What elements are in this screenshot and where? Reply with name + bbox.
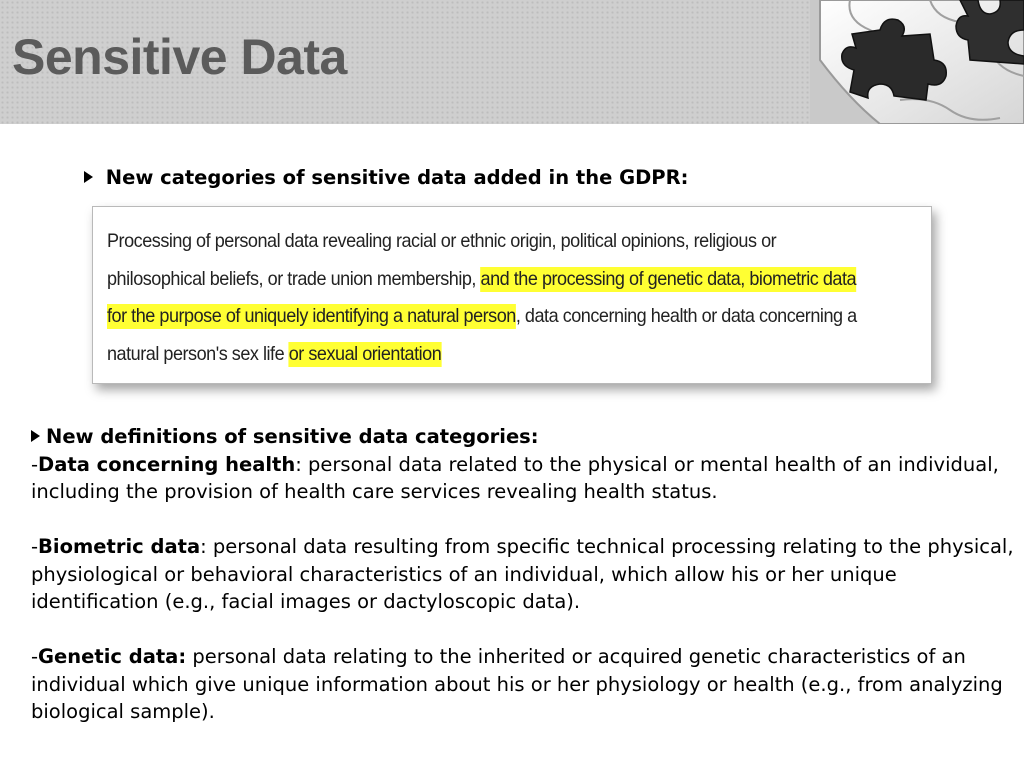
bullet-heading-text: New definitions of sensitive data categories: — [46, 425, 539, 448]
gdpr-quote-text — [107, 223, 878, 373]
definition-genetic — [31, 643, 1021, 726]
definition-biometric — [31, 533, 1021, 616]
arrow-bullet-icon — [31, 430, 40, 442]
quote-highlight: or sexual orientation — [288, 343, 442, 365]
quote-segment: , data concerning health or data concerning a natural person's sex life — [107, 306, 857, 365]
bullet-heading-new-definitions — [31, 423, 1021, 451]
definition-term: Genetic data: — [38, 645, 187, 668]
gdpr-quote-image — [92, 206, 932, 384]
puzzle-pieces-icon — [810, 0, 1024, 124]
definition-dash: - — [31, 452, 39, 476]
arrow-bullet-icon — [84, 171, 93, 183]
definition-text: personal data relating to the inherited or acquired genetic characteristics of an individual which give unique information about his or her physiology or health (e.g., from analyzing biological sample). — [31, 645, 1003, 723]
bullet-heading-text: New categories of sensitive data added in the GDPR: — [105, 166, 689, 189]
definition-text: : personal data resulting from specific technical processing relating to the physical, physiological or behavioral characteristics of an individual, which allow his or her unique identification (e.g., facial images or dactyloscopic data). — [31, 535, 1014, 613]
definition-health — [31, 451, 1021, 506]
quote-highlight: and the processing of genetic data, biometric data for the purpose of uniquely identifying a natural person — [107, 268, 857, 327]
definition-text: : personal data related to the physical or mental health of an individual, including the provision of health care services revealing health status. — [31, 452, 999, 503]
bullet-heading-new-categories — [84, 166, 688, 189]
definition-term: Data concerning health — [38, 452, 296, 476]
definition-dash: - — [31, 645, 39, 668]
definition-dash: - — [31, 535, 39, 558]
definition-term: Biometric data — [38, 535, 201, 558]
quote-segment: Processing of personal data revealing racial or ethnic origin, political opinions, religious or philosophical beliefs, or trade union membership, — [107, 231, 777, 290]
definitions-section — [31, 423, 1021, 726]
page-title: Sensitive Data — [12, 29, 347, 85]
slide-header — [0, 0, 1024, 124]
